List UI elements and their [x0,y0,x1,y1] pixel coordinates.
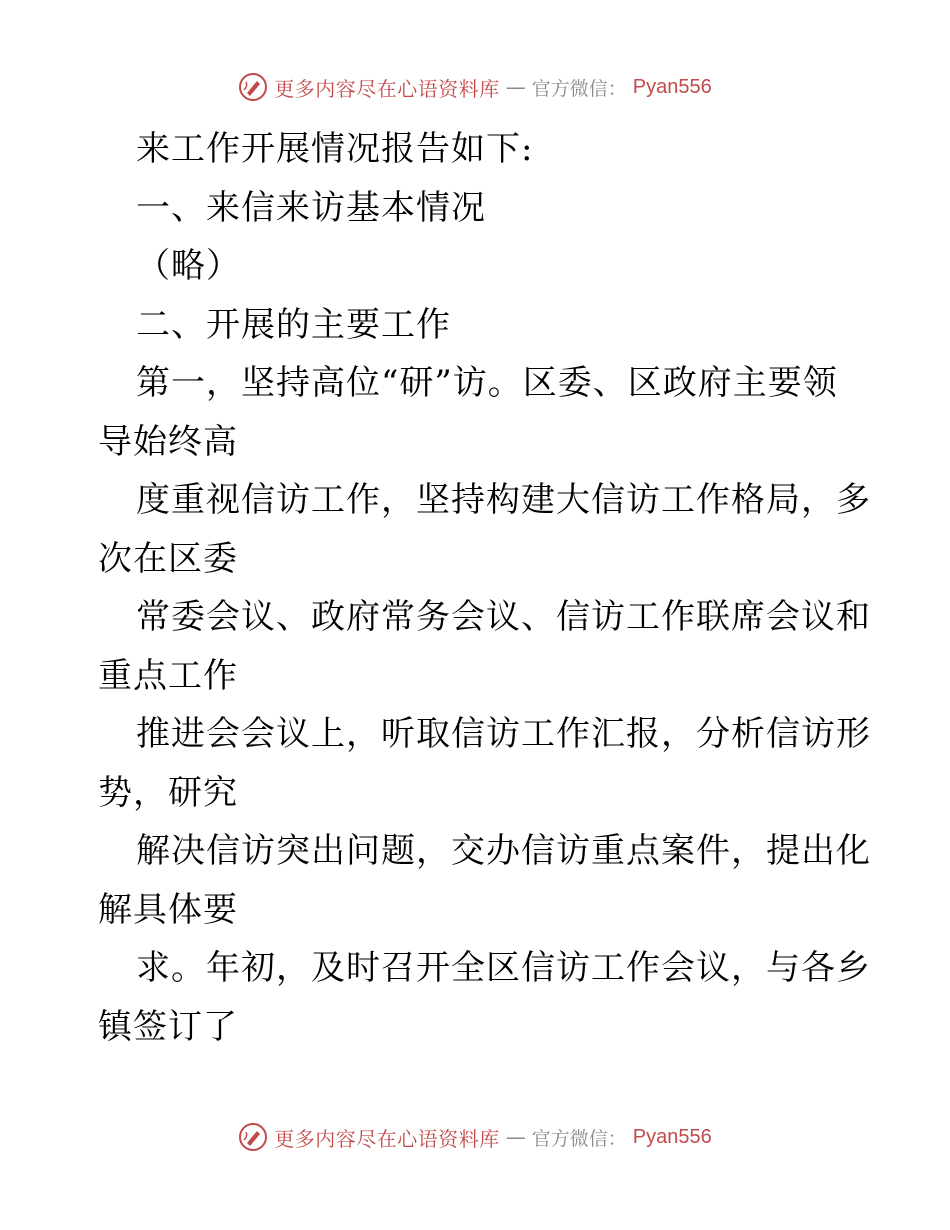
body-line: （略） [136,246,241,286]
body-line: 重点工作 [98,655,238,696]
body-line: 来工作开展情况报告如下: [136,129,534,169]
watermark-text: 更多内容尽在心语资料库 [274,76,500,101]
body-line: 解决信访突出问题，交办信访重点案件，提出化 [136,831,871,871]
watermark-label: 官方微信： [531,1127,627,1150]
body-line: 度重视信访工作，坚持构建大信访工作格局，多 [136,480,871,520]
body-line: 导始终高 [98,421,238,462]
section-heading: 一、来信来访基本情况 [136,187,486,228]
watermark-id: Pyan556 [632,75,712,98]
watermark-label: 官方微信： [531,77,627,100]
section-heading: 二、开展的主要工作 [136,304,451,345]
body-line: 镇签订了 [98,1006,238,1047]
watermark-text: 更多内容尽在心语资料库 [274,1126,500,1151]
page-footer-watermark [0,1122,950,1152]
pen-logo-icon [238,72,268,102]
watermark-separator: — [505,1125,526,1149]
body-line: 求。年初，及时召开全区信访工作会议，与各乡 [136,948,871,988]
pen-logo-icon [238,1122,268,1152]
document-body [98,120,871,1056]
body-line: 势，研究 [98,772,238,813]
body-line: 解具体要 [98,889,238,930]
body-line: 推进会会议上，听取信访工作汇报，分析信访形 [136,714,871,754]
body-line: 次在区委 [98,538,238,579]
body-line: 第一，坚持高位“研”访。区委、区政府主要领 [136,363,838,403]
body-line: 常委会议、政府常务会议、信访工作联席会议和 [136,597,871,637]
page-header-watermark [0,72,950,102]
watermark-separator: — [505,75,526,99]
watermark-id: Pyan556 [632,1125,712,1148]
